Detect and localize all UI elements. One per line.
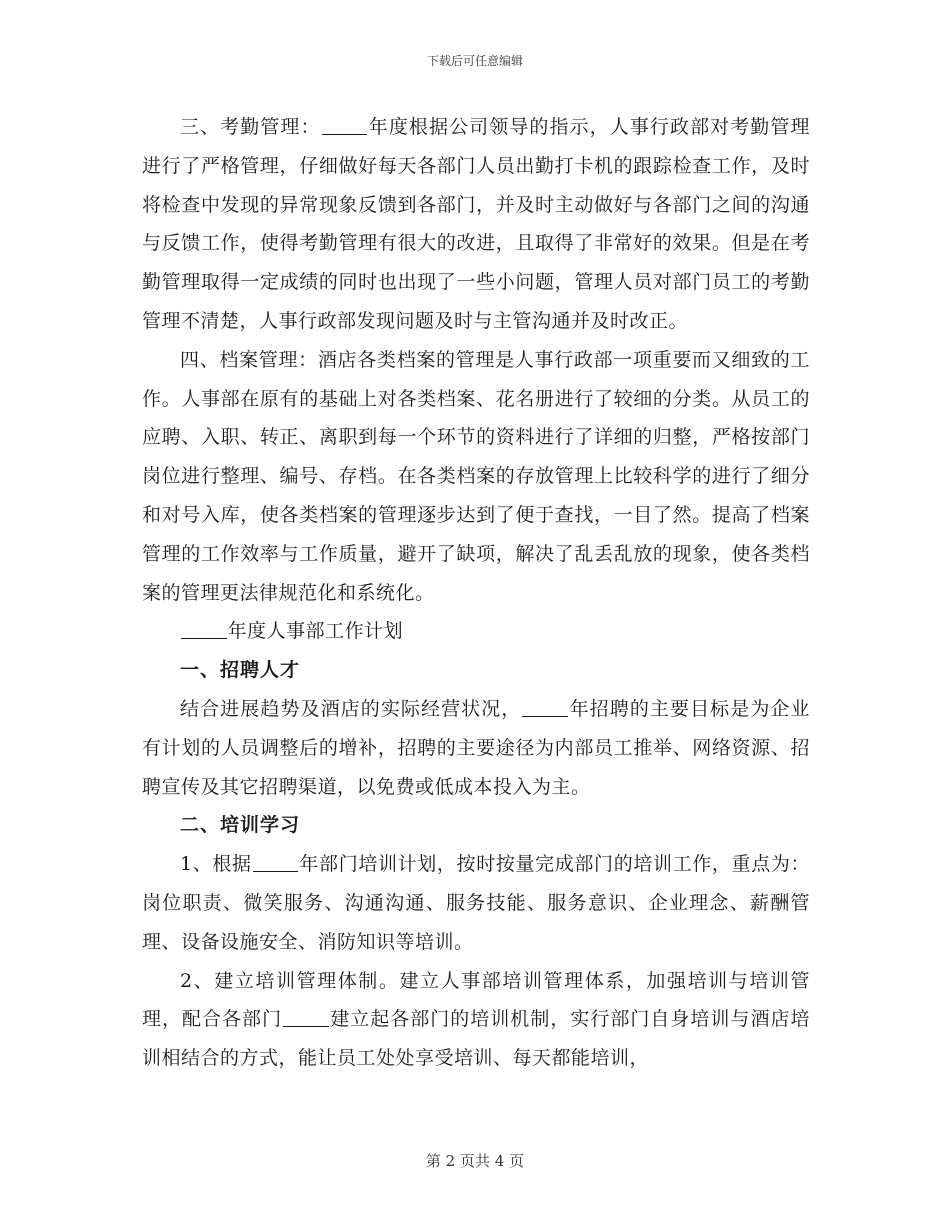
training-2-prefix: 2、建立培训管理体制。建立人事部培训管理体系，加强培训与培训管理，配合各部门 bbox=[142, 969, 810, 1031]
blank-line bbox=[181, 619, 227, 639]
training-1-prefix: 1、根据 bbox=[180, 853, 252, 876]
page-footer: 第 2 页共 4 页 bbox=[425, 1152, 525, 1170]
blank-line bbox=[322, 115, 368, 135]
archives-paragraph: 四、档案管理：酒店各类档案的管理是人事行政部一项重要而又细致的工作。人事部在原有的基础上对各类档案、花名册进行了较细的分类。从员工的应聘、入职、转正、离职到每一个环节的资料进行了详细的归整，严格按部门岗位进行整理、编号、存档。在各类档案的存放管理上比较科学的进行了细分和对号入库，使各类档案的管理逐步达到了便于查找，一目了然。提高了档案管理的工作效率与工作质量，避开了缺项，解决了乱丢乱放的现象，使各类档案的管理更法律规范化和系统化。 bbox=[142, 348, 810, 604]
training-2-text: 建立起各部门的培训机制，实行部门自身培训与酒店培训相结合的方式，能让员工处处享受培训、每天都能培训， bbox=[142, 1008, 810, 1070]
recruit-paragraph bbox=[142, 690, 810, 806]
blank-line bbox=[283, 1007, 329, 1027]
plan-title: 年度人事部工作计划 bbox=[227, 620, 404, 643]
blank-line bbox=[253, 852, 299, 872]
recruit-heading: 一、招聘人才 bbox=[180, 659, 301, 682]
attendance-prefix: 三、考勤管理： bbox=[180, 116, 321, 138]
page-header: 下载后可任意编辑 bbox=[426, 54, 523, 68]
attendance-paragraph bbox=[142, 108, 810, 341]
document-body bbox=[142, 108, 810, 1078]
training-item-1 bbox=[142, 845, 810, 961]
attendance-text: 年度根据公司领导的指示，人事行政部对考勤管理进行了严格管理，仔细做好每天各部门人员出勤打卡机的跟踪检查工作，及时将检查中发现的异常现象反馈到各部门，并及时主动做好与各部门之间的沟通与反馈工作，使得考勤管理有很大的改进，且取得了非常好的效果。但是在考勤管理取得一定成绩的同时也出现了一些小问题，管理人员对部门员工的考勤管理不清楚，人事行政部发现问题及时与主管沟通并及时改正。 bbox=[142, 116, 810, 332]
plan-title-line bbox=[142, 612, 810, 651]
recruit-prefix: 结合进展趋势及酒店的实际经营状况， bbox=[180, 697, 522, 720]
recruit-text: 年招聘的主要目标是为企业有计划的人员调整后的增补，招聘的主要途径为内部员工推举、网络资源、招聘宣传及其它招聘渠道，以免费或低成本投入为主。 bbox=[142, 697, 810, 798]
training-1-text: 年部门培训计划，按时按量完成部门的培训工作，重点为：岗位职责、微笑服务、沟通沟通、服务技能、服务意识、企业理念、薪酬管理、设备设施安全、消防知识等培训。 bbox=[142, 853, 810, 953]
training-heading: 二、培训学习 bbox=[180, 814, 301, 837]
blank-line bbox=[522, 697, 568, 717]
training-item-2 bbox=[142, 962, 810, 1078]
